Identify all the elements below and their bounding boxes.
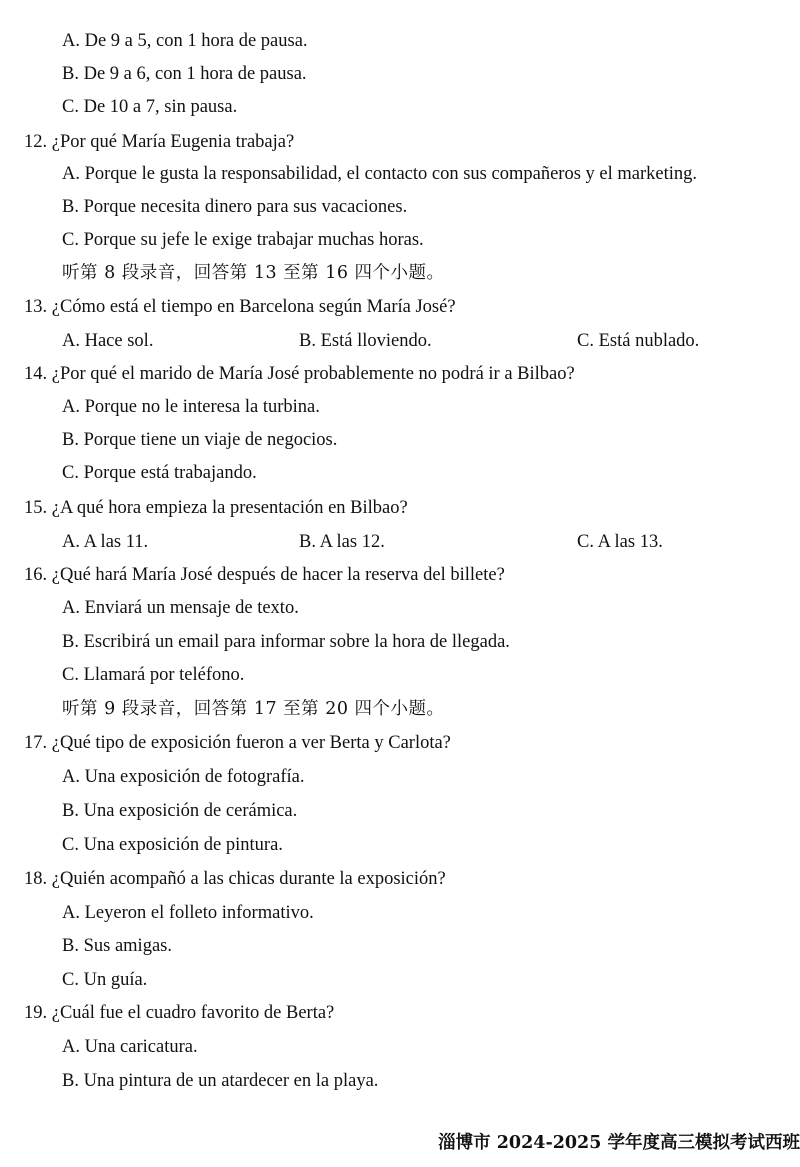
q18-option-c: C. Un guía.	[62, 970, 148, 990]
q16-option-b: B. Escribirá un email para informar sobre la hora de llegada.	[62, 632, 510, 652]
q15-question: 15. ¿A qué hora empieza la presentación en Bilbao?	[24, 498, 408, 518]
q18-option-a: A. Leyeron el folleto informativo.	[62, 903, 314, 923]
q18-question: 18. ¿Quién acompañó a las chicas durante la exposición?	[24, 869, 446, 889]
q14-question: 14. ¿Por qué el marido de María José probablemente no podrá ir a Bilbao?	[24, 364, 575, 384]
q15-option-a: A. A las 11.	[62, 532, 149, 552]
q11-option-b: B. De 9 a 6, con 1 hora de pausa.	[62, 64, 307, 84]
q18-option-b: B. Sus amigas.	[62, 936, 172, 956]
q15-options	[62, 530, 722, 554]
q19-option-b: B. Una pintura de un atardecer en la playa.	[62, 1071, 379, 1091]
q17-option-b: B. Una exposición de cerámica.	[62, 801, 298, 821]
q13-option-a: A. Hace sol.	[62, 331, 154, 351]
q17-question: 17. ¿Qué tipo de exposición fueron a ver Berta y Carlota?	[24, 733, 451, 753]
q17-option-a: A. Una exposición de fotografía.	[62, 767, 305, 787]
q13-option-b: B. Está lloviendo.	[299, 331, 432, 351]
q19-option-a: A. Una caricatura.	[62, 1037, 198, 1057]
q12-question: 12. ¿Por qué María Eugenia trabaja?	[24, 132, 295, 152]
q15-option-c: C. A las 13.	[577, 532, 663, 552]
q11-option-c: C. De 10 a 7, sin pausa.	[62, 97, 238, 117]
q12-option-b: B. Porque necesita dinero para sus vacaciones.	[62, 197, 408, 217]
page-footer: 淄博市 2024-2025 学年度高三模拟考试西班	[438, 1133, 800, 1153]
q12-option-a: A. Porque le gusta la responsabilidad, el contacto con sus compañeros y el marketing.	[62, 164, 697, 184]
q15-option-b: B. A las 12.	[299, 532, 385, 552]
q14-option-c: C. Porque está trabajando.	[62, 463, 257, 483]
q14-option-b: B. Porque tiene un viaje de negocios.	[62, 430, 338, 450]
q16-question: 16. ¿Qué hará María José después de hacer la reserva del billete?	[24, 565, 505, 585]
q16-option-a: A. Enviará un mensaje de texto.	[62, 598, 299, 618]
q13-options	[62, 329, 722, 353]
q13-option-c: C. Está nublado.	[577, 331, 700, 351]
section9-instruction: 听第 9 段录音，回答第 17 至第 20 四个小题。	[62, 699, 445, 719]
section8-instruction: 听第 8 段录音，回答第 13 至第 16 四个小题。	[62, 263, 445, 283]
q12-option-c: C. Porque su jefe le exige trabajar muchas horas.	[62, 230, 424, 250]
q11-option-a: A. De 9 a 5, con 1 hora de pausa.	[62, 31, 308, 51]
q16-option-c: C. Llamará por teléfono.	[62, 665, 245, 685]
q19-question: 19. ¿Cuál fue el cuadro favorito de Berta?	[24, 1003, 335, 1023]
q13-question: 13. ¿Cómo está el tiempo en Barcelona según María José?	[24, 297, 456, 317]
q17-option-c: C. Una exposición de pintura.	[62, 835, 283, 855]
q14-option-a: A. Porque no le interesa la turbina.	[62, 397, 320, 417]
